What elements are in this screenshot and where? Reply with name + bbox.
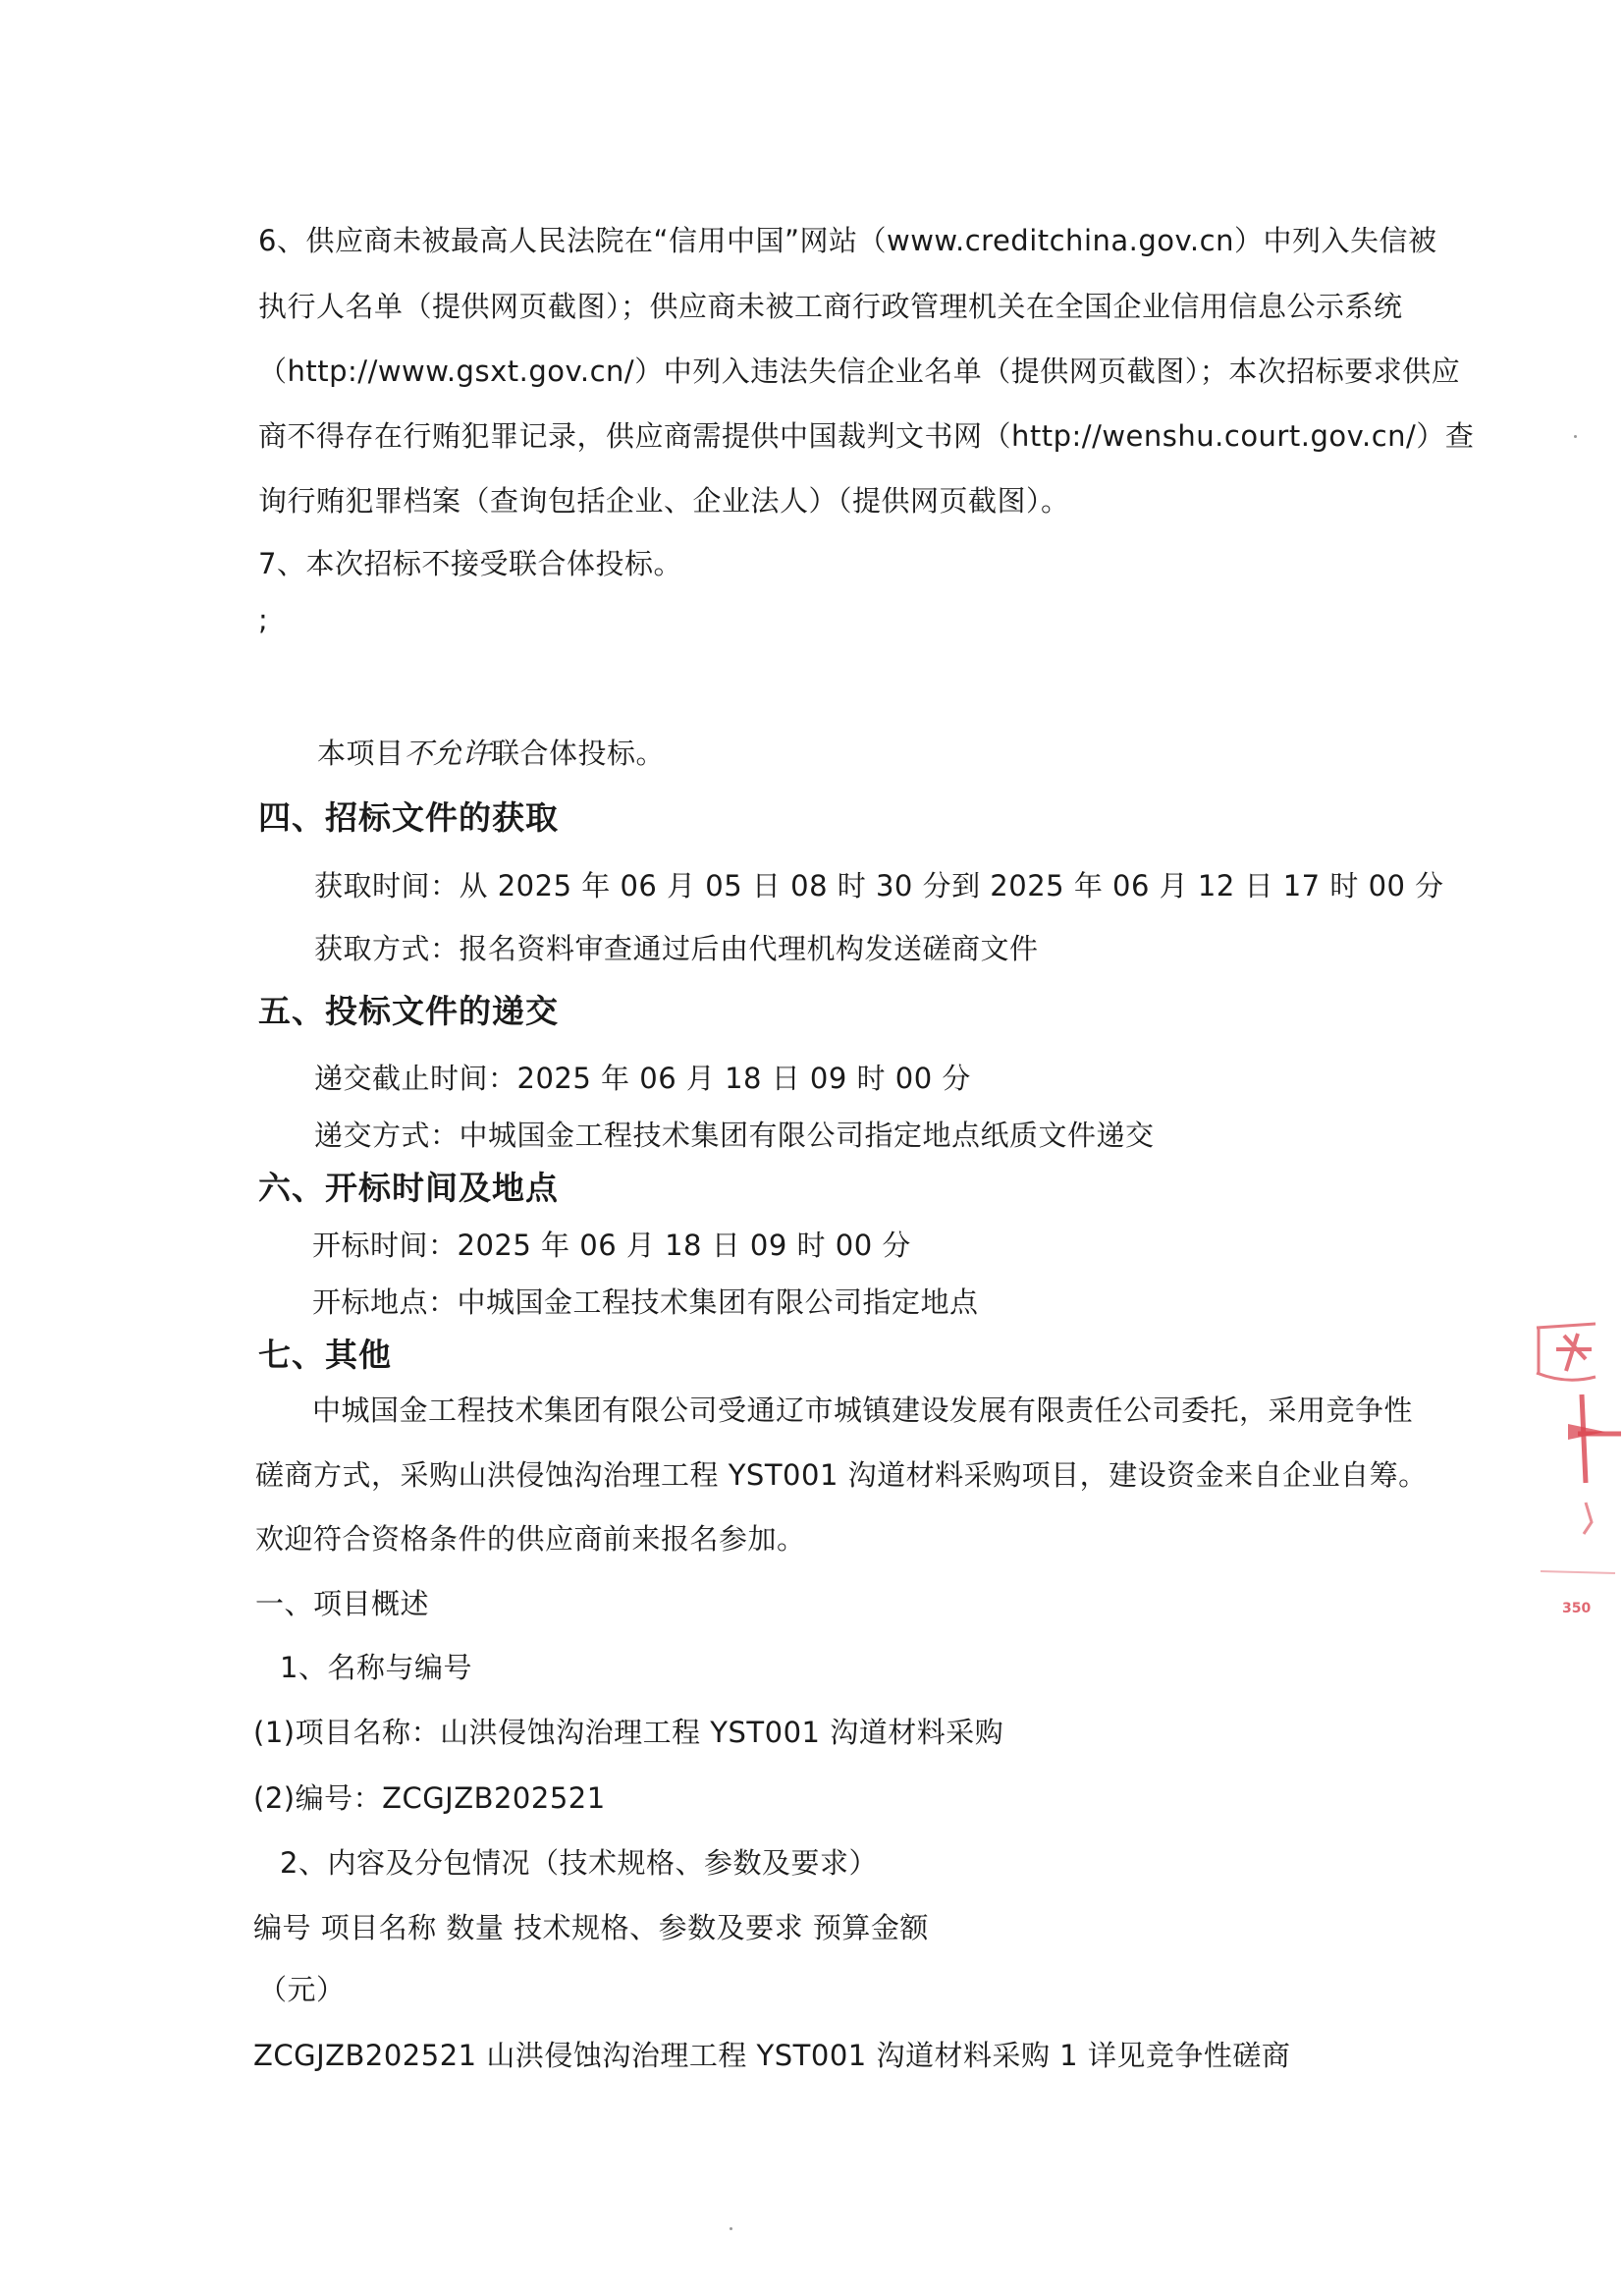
consortium-suffix: 联合体投标。 bbox=[491, 737, 666, 770]
seal-number: 350 bbox=[1562, 1601, 1592, 1616]
consortium-prefix: 本项目 bbox=[317, 737, 405, 770]
project-name: (1)项目名称：山洪侵蚀沟治理工程 YST001 沟道材料采购 bbox=[253, 1716, 1004, 1749]
name-code-heading: 1、名称与编号 bbox=[280, 1651, 472, 1684]
table-header: 编号 项目名称 数量 技术规格、参数及要求 预算金额 bbox=[253, 1911, 929, 1944]
consortium-note bbox=[317, 732, 665, 772]
consortium-emphasis: 不允许 bbox=[404, 737, 492, 770]
table-unit: （元） bbox=[258, 1973, 346, 2006]
project-code: (2)编号：ZCGJZB202521 bbox=[253, 1781, 606, 1815]
req6-line3: （http://www.gsxt.gov.cn/）中列入违法失信企业名单（提供网页截图）；本次招标要求供应 bbox=[258, 355, 1461, 388]
section6-time: 开标时间：2025 年 06 月 18 日 09 时 00 分 bbox=[312, 1229, 911, 1262]
section6-place: 开标地点：中城国金工程技术集团有限公司指定地点 bbox=[312, 1285, 979, 1319]
section7-para-line1: 中城国金工程技术集团有限公司受通辽市城镇建设发展有限责任公司委托，采用竞争性 bbox=[312, 1394, 1414, 1427]
section5-method: 递交方式：中城国金工程技术集团有限公司指定地点纸质文件递交 bbox=[314, 1119, 1155, 1152]
section7-para-line2: 磋商方式，采购山洪侵蚀沟治理工程 YST001 沟道材料采购项目，建设资金来自企业自筹。 bbox=[255, 1458, 1428, 1492]
red-seal-stamp bbox=[1527, 1316, 1623, 1650]
section5-title: 五、投标文件的递交 bbox=[258, 992, 559, 1030]
seal-icon bbox=[1527, 1316, 1623, 1650]
section4-title: 四、招标文件的获取 bbox=[258, 798, 559, 837]
scan-speck bbox=[730, 2227, 732, 2230]
section5-deadline: 递交截止时间：2025 年 06 月 18 日 09 时 00 分 bbox=[314, 1062, 971, 1095]
content-heading: 2、内容及分包情况（技术规格、参数及要求） bbox=[280, 1846, 878, 1880]
semicolon: ; bbox=[258, 603, 269, 636]
table-row: ZCGJZB202521 山洪侵蚀沟治理工程 YST001 沟道材料采购 1 详见竞争性磋商 bbox=[253, 2039, 1291, 2072]
section7-para-line3: 欢迎符合资格条件的供应商前来报名参加。 bbox=[255, 1522, 806, 1556]
section6-title: 六、开标时间及地点 bbox=[258, 1169, 559, 1207]
scan-speck bbox=[1574, 435, 1577, 438]
req6-line1: 6、供应商未被最高人民法院在“信用中国”网站（www.creditchina.gov.cn）中列入失信被 bbox=[258, 224, 1437, 257]
req6-line2: 执行人名单（提供网页截图）；供应商未被工商行政管理机关在全国企业信用信息公示系统 bbox=[258, 290, 1403, 323]
section4-time: 获取时间：从 2025 年 06 月 05 日 08 时 30 分到 2025 年 06 月 12 日 17 时 00 分 bbox=[314, 869, 1444, 902]
overview-heading: 一、项目概述 bbox=[255, 1587, 430, 1620]
req6-line5: 询行贿犯罪档案（查询包括企业、企业法人）（提供网页截图）。 bbox=[258, 484, 1070, 518]
req6-line4: 商不得存在行贿犯罪记录，供应商需提供中国裁判文书网（http://wenshu.court.gov.cn/）查 bbox=[258, 419, 1475, 453]
req7: 7、本次招标不接受联合体投标。 bbox=[258, 547, 682, 580]
section7-title: 七、其他 bbox=[258, 1336, 392, 1374]
section4-method: 获取方式：报名资料审查通过后由代理机构发送磋商文件 bbox=[314, 932, 1039, 965]
